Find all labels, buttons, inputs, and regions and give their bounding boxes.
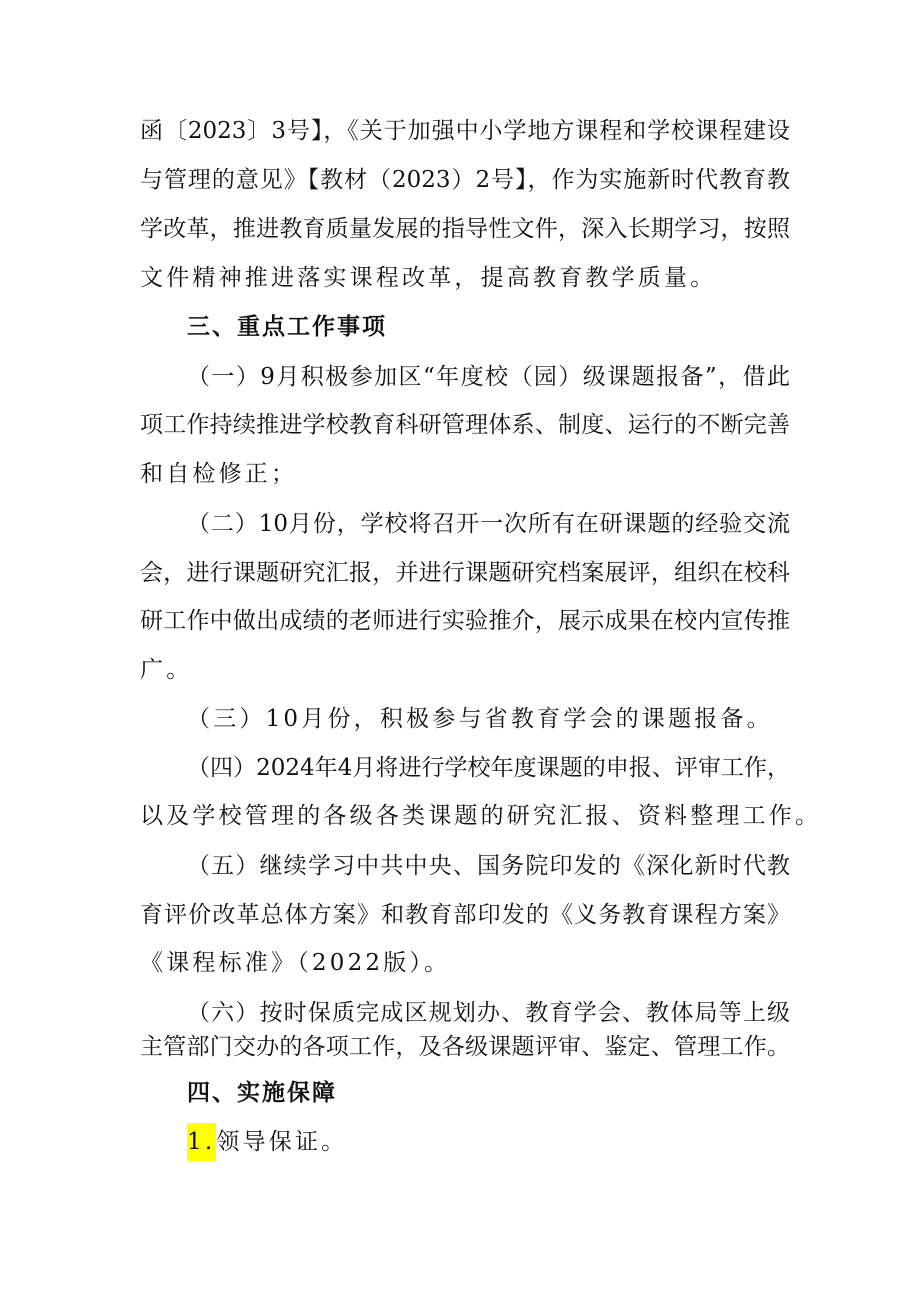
sub-item xyxy=(187,1126,347,1158)
highlighted-number: 1. xyxy=(187,1123,216,1161)
item-line: 主管部门交办的各项工作，及各级课题评审、鉴定、管理工作。 xyxy=(140,1034,790,1060)
item-line: （六）按时保质完成区规划办、教育学会、教体局等上级 xyxy=(187,1000,790,1026)
item-line: 以及学校管理的各级各类课题的研究汇报、资料整理工作。 xyxy=(140,803,822,829)
item-line: 项工作持续推进学校教育科研管理体系、制度、运行的不断完善 xyxy=(140,412,790,438)
section-heading: 四、实施保障 xyxy=(187,1080,337,1106)
item-line: 研工作中做出成绩的老师进行实验推介，展示成果在校内宣传推 xyxy=(140,608,790,634)
item-line: 和自检修正； xyxy=(140,461,298,487)
paragraph-line: 与管理的意见》【教材（2023）2号】，作为实施新时代教育教 xyxy=(140,167,790,193)
paragraph-line: 函〔2023〕3号】，《关于加强中小学地方课程和学校课程建设 xyxy=(140,118,790,144)
section-heading: 三、重点工作事项 xyxy=(187,314,387,340)
item-line: （一）9月积极参加区“年度校（园）级课题报备”，借此 xyxy=(187,364,790,390)
sub-item-text: 领导保证。 xyxy=(216,1129,348,1155)
item-line: 广。 xyxy=(140,657,193,683)
paragraph-line: 学改革，推进教育质量发展的指导性文件，深入长期学习，按照 xyxy=(140,216,790,242)
item-line: 《课程标准》（2022版）。 xyxy=(140,950,451,976)
item-line: （二）10月份，学校将召开一次所有在研课题的经验交流 xyxy=(187,511,790,537)
item-line: （三）10月份，积极参与省教育学会的课题报备。 xyxy=(187,706,773,732)
item-line: 育评价改革总体方案》和教育部印发的《义务教育课程方案》 xyxy=(140,902,790,928)
item-line: （五）继续学习中共中央、国务院印发的《深化新时代教 xyxy=(187,853,790,879)
item-line: 会，进行课题研究汇报，并进行课题研究档案展评，组织在校科 xyxy=(140,560,790,586)
paragraph-line: 文件精神推进落实课程改革，提高教育教学质量。 xyxy=(140,265,717,291)
item-line: （四）2024年4月将进行学校年度课题的申报、评审工作， xyxy=(187,755,790,781)
